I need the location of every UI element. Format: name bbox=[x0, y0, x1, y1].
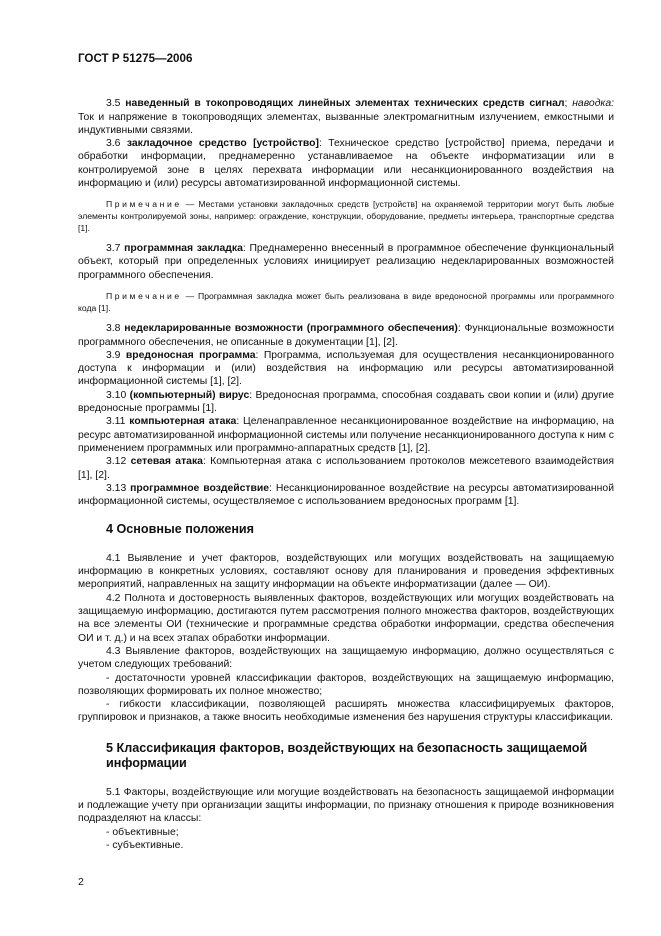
note-3-6: Примечание — Местами установки закладочных средств [устройств] на охраняемой территории могут быть любые элементы контролируемой зоны, например: ограждение, конструкции, оборудование, предметы интерьера, транспортные средства [1]. bbox=[78, 199, 614, 233]
term-3-11: 3.11 компьютерная атака: Целенаправленное несанкционированное воздействие на информацию, на ресурс автоматизированной информационной системы или получение несанкционированного доступа к ним с применением программных или программно-аппаратных средств [1], [2]. bbox=[78, 416, 614, 454]
term-3-7: 3.7 программная закладка: Преднамеренно внесенный в программное обеспечение функциональный объект, который при определенных условиях инициирует реализацию недекларированных возможностей программного обеспечения. bbox=[78, 243, 615, 281]
list-item: - субъективные. bbox=[106, 839, 184, 851]
term-3-5: 3.5 наведенный в токопроводящих линейных элементах технических средств сигнал; наводка: Ток и напряжение в токопроводящих элементах, вызванные электромагнитным излучением, емкостными и индуктивными связями. bbox=[78, 98, 615, 136]
term-3-9: 3.9 вредоносная программа: Программа, используемая для осуществления несанкционированного доступа к информации и (или) воздействия на информацию или ресурсы автоматизированной информационной системы [1], [2]. bbox=[78, 349, 614, 388]
paragraph-4-3: 4.3 Выявление факторов, воздействующих на защищаемую информацию, должно осуществляться с учетом следующих требований: bbox=[78, 645, 614, 671]
page-number: 2 bbox=[78, 876, 84, 888]
term-3-6: 3.6 закладочное средство [устройство]: Техническое средство [устройство] приема, передачи и обработки информации, преднамеренно устанавливаемое на объекте информатизации или в контролируемой зоне в целях перехвата информации или несанкционированного воздействия на информацию и (или) ресурсы автоматизированной информационной системы. bbox=[78, 138, 614, 190]
section-4-heading: 4 Основные положения bbox=[106, 522, 255, 537]
term-3-12: 3.12 сетевая атака: Компьютерная атака с использованием протоколов межсетевого взаимодействия [1], [2]. bbox=[78, 456, 614, 481]
paragraph-5-1: 5.1 Факторы, воздействующие или могущие воздействовать на безопасность защищаемой информации и подлежащие учету при организации защиты информации, по признаку отношения к природе возникновения подразделяют на классы: bbox=[78, 786, 614, 825]
note-3-7: Примечание — Программная закладка может быть реализована в виде вредоносной программы или программного кода [1]. bbox=[78, 291, 614, 313]
document-header: ГОСТ Р 51275—2006 bbox=[78, 52, 193, 65]
document-page bbox=[78, 52, 614, 852]
paragraph-4-1: 4.1 Выявление и учет факторов, воздействующих или могущих воздействовать на защищаемую информацию в конкретных условиях, составляют основу для планирования и проведения эффективных мероприятий, направленных на защиту информации на объекте информатизации (далее — ОИ). bbox=[78, 552, 614, 591]
term-3-8: 3.8 недекларированные возможности (программного обеспечения): Функциональные возможности программного обеспечения, не описанные в документации [1], [2]. bbox=[78, 323, 615, 348]
list-item: - гибкости классификации, позволяющей расширять множества классифицируемых факторов, группировок и признаков, а также вносить необходимые изменения без нарушения структуры классификации. bbox=[78, 699, 614, 724]
term-3-10: 3.10 (компьютерный) вирус: Вредоносная программа, способная создавать свои копии и (или) другие вредоносные программы [1]. bbox=[78, 389, 614, 415]
list-item: - достаточности уровней классификации факторов, воздействующих на защищаемую информацию, позволяющих формировать их полное множество; bbox=[78, 672, 614, 697]
paragraph-4-2: 4.2 Полнота и достоверность выявленных факторов, воздействующих или могущих воздействовать на защищаемую информацию, достигаются путем рассмотрения полного множества факторов, воздействующих на все элементы ОИ (технические и программные средства обработки информации, средства обеспечения ОИ и т. д.) и на всех этапах обработки информации. bbox=[78, 592, 614, 644]
list-item: - объективные; bbox=[106, 826, 179, 838]
term-3-13: 3.13 программное воздействие: Несанкционированное воздействие на ресурсы автоматизированной информационной системы, осуществляемое с использованием вредоносных программ [1]. bbox=[78, 482, 614, 508]
section-5-heading: 5 Классификация факторов, воздействующих на безопасность защищаемой информации bbox=[106, 740, 588, 771]
